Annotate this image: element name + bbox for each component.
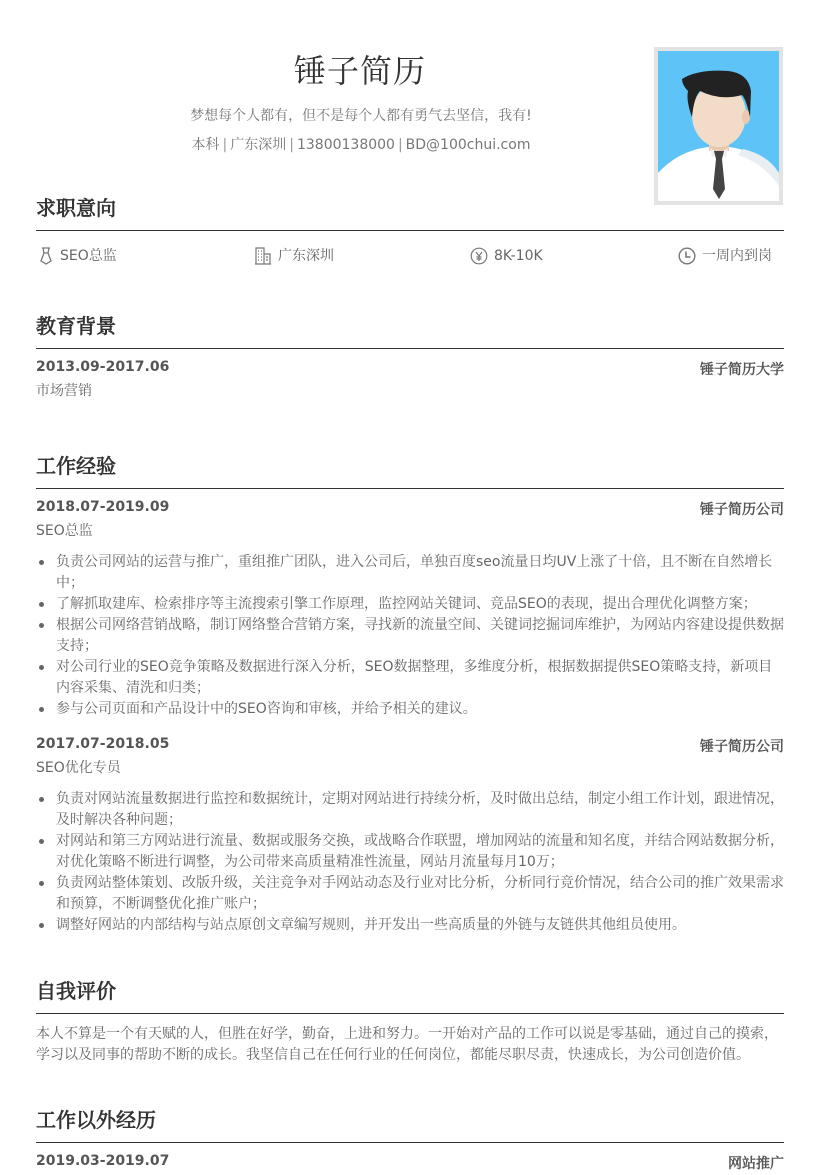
- resume-header: [0, 0, 820, 220]
- contact-line: [0, 134, 722, 154]
- avatar-illustration-icon: [658, 51, 779, 201]
- contact-separator: |: [222, 137, 228, 153]
- list-item: 根据公司网络营销战略，制订网络整合营销方案，寻找新的流量空间、关键词挖掘词库维护，为网站内容建设提供数据支持；: [36, 615, 784, 657]
- building-icon: [254, 247, 272, 265]
- section-title: 工作经验: [36, 454, 116, 478]
- intent-row: [36, 241, 784, 271]
- yen-icon: [470, 247, 488, 265]
- education-school: 锤子简历大学: [700, 362, 784, 378]
- work-duties-list: [36, 789, 784, 936]
- work-date: 2017.07-2018.05: [36, 736, 170, 752]
- contact-separator: |: [289, 137, 294, 153]
- section-divider: [36, 230, 784, 231]
- resume-motto: 梦想每个人都有，但不是每个人都有勇气去坚信，我有!: [190, 108, 532, 124]
- work-entry-header: [36, 736, 784, 758]
- tie-icon: [38, 247, 54, 265]
- self-evaluation-text: 本人不算是一个有天赋的人，但胜在好学，勤奋，上进和努力。一开始对产品的工作可以说是零基础，通过自己的摸索，学习以及同事的帮助不断的成长。我坚信自己在任何行业的任何岗位，都能尽职尽责，快速成长，为公司创造价值。: [36, 1026, 778, 1063]
- work-company: 锤子简历公司: [700, 502, 784, 518]
- section-divider: [36, 488, 784, 489]
- list-item: 负责公司网站的运营与推广，重组推广团队，进入公司后，单独百度seo流量日均UV上涨了十倍，且不断在自然增长中；: [36, 552, 784, 594]
- education-entry-header: [36, 359, 784, 381]
- resume-name: 锤子简历: [293, 52, 426, 90]
- section-divider: [36, 348, 784, 349]
- list-item: 负责网站整体策划、改版升级，关注竞争对手网站动态及行业对比分析，分析同行竞价情况，结合公司的推广效果需求和预算，不断调整优化推广账户；: [36, 873, 784, 915]
- section-education: [36, 310, 784, 402]
- contact-phone: 13800138000: [296, 137, 395, 153]
- intent-city-label: 广东深圳: [278, 248, 334, 264]
- intent-availability: [678, 241, 772, 271]
- education-date: 2013.09-2017.06: [36, 359, 170, 375]
- other-org: 网站推广: [728, 1156, 784, 1172]
- contact-email: BD@100chui.com: [405, 137, 531, 153]
- work-role: SEO优化专员: [36, 760, 121, 776]
- clock-icon: [678, 247, 696, 265]
- contact-separator: |: [397, 137, 403, 153]
- list-item: 调整好网站的内部结构与站点原创文章编写规则，并开发出一些高质量的外链与友链供其他组员使用。: [36, 915, 784, 936]
- list-item: 参与公司页面和产品设计中的SEO咨询和审核，并给予相关的建议。: [36, 699, 784, 720]
- section-work-experience: [36, 450, 784, 936]
- intent-position-label: SEO总监: [60, 248, 117, 264]
- intent-position: [38, 241, 117, 271]
- list-item: 对网站和第三方网站进行流量、数据或服务交换，或战略合作联盟，增加网站的流量和知名度，并结合网站数据分析，对优化策略不断进行调整，为公司带来高质量精准性流量，网站月流量每月10万；: [36, 831, 784, 873]
- intent-salary: [470, 241, 543, 271]
- section-divider: [36, 1142, 784, 1143]
- list-item: 了解抓取建库、检索排序等主流搜索引擎工作原理，监控网站关键词、竞品SEO的表现，提出合理优化调整方案；: [36, 594, 784, 615]
- work-role: SEO总监: [36, 523, 93, 539]
- contact-degree: 本科: [191, 137, 220, 153]
- section-title: 求职意向: [36, 196, 116, 220]
- section-other-experience: [36, 1104, 784, 1175]
- section-title: 教育背景: [36, 314, 116, 338]
- section-divider: [36, 1013, 784, 1014]
- intent-city: [254, 241, 334, 271]
- section-job-intent: [36, 192, 784, 271]
- section-self-evaluation: [36, 975, 784, 1066]
- education-major: 市场营销: [36, 383, 92, 399]
- intent-availability-label: 一周内到岗: [702, 248, 772, 264]
- work-entry-header: [36, 499, 784, 521]
- work-duties-list: [36, 552, 784, 720]
- list-item: 负责对网站流量数据进行监控和数据统计，定期对网站进行持续分析，及时做出总结，制定小组工作计划，跟进情况，及时解决各种问题；: [36, 789, 784, 831]
- avatar-photo: [654, 47, 783, 205]
- intent-salary-label: 8K-10K: [494, 248, 543, 264]
- other-date: 2019.03-2019.07: [36, 1153, 170, 1169]
- list-item: 对公司行业的SEO竞争策略及数据进行深入分析，SEO数据整理，多维度分析，根据数据提供SEO策略支持，新项目内容采集、清洗和归类；: [36, 657, 784, 699]
- contact-location: 广东深圳: [230, 137, 287, 153]
- work-company: 锤子简历公司: [700, 739, 784, 755]
- section-title: 自我评价: [36, 979, 116, 1003]
- section-title: 工作以外经历: [36, 1108, 156, 1132]
- other-entry-header: [36, 1153, 784, 1175]
- work-date: 2018.07-2019.09: [36, 499, 170, 515]
